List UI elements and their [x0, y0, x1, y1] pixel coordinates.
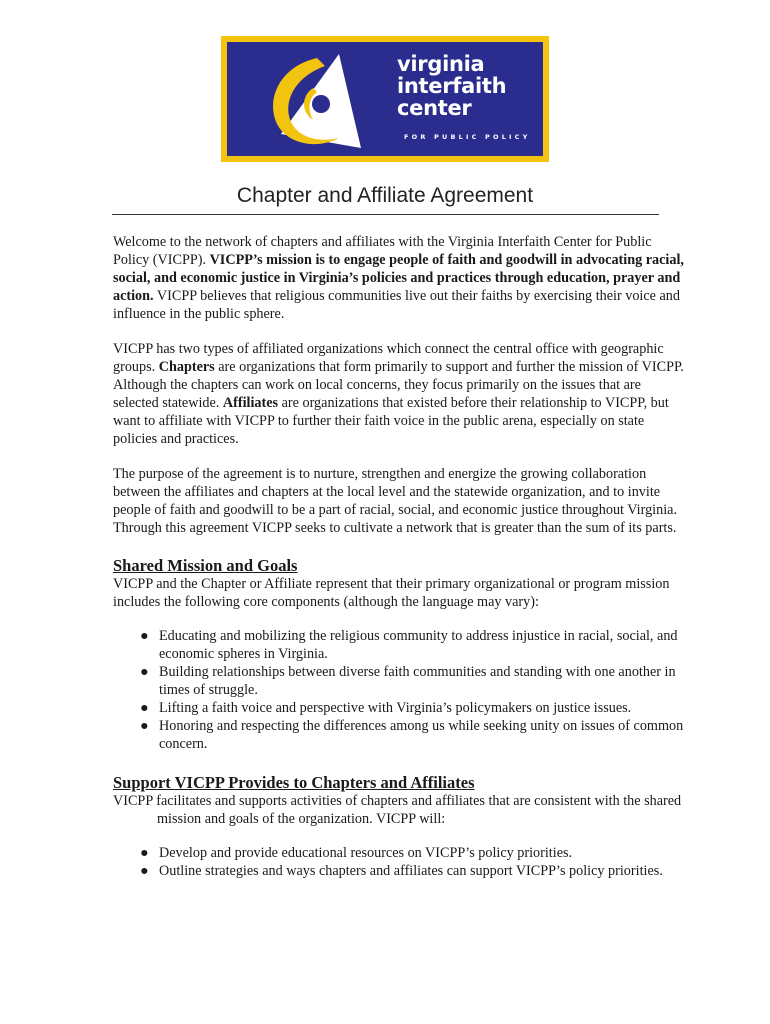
- vicpp-will-list: [113, 844, 688, 880]
- mission-statement: VICPP’s mission is to engage people of faith and goodwill in advocating racial, social, and economic justice in Virginia’s policies and practices through education, prayer and action.: [113, 252, 684, 304]
- list-item: [113, 844, 688, 862]
- bullet-icon: ●: [140, 863, 149, 879]
- logo-wordmark: [397, 54, 506, 120]
- list-item: [113, 663, 688, 699]
- intro-p2-text-mid: are organizations that form primarily to support and further the mission of VICPP. Although the chapters can work on local concerns, they focus primarily on the issues that are selected statewide.: [113, 359, 684, 411]
- bullet-icon: ●: [140, 664, 149, 680]
- chapters-term: Chapters: [158, 359, 215, 375]
- list-item-text: Educating and mobilizing the religious community to address injustice in racial, social, and economic spheres in Virginia.: [159, 628, 678, 662]
- intro-p2-text-start: VICPP has two types of affiliated organizations which connect the central office with geographic groups.: [113, 341, 664, 375]
- list-item-text: Honoring and respecting the differences among us while seeking unity on issues of common concern.: [159, 718, 684, 752]
- logo-line-1: virginia: [397, 52, 485, 76]
- list-item: [113, 699, 688, 717]
- intro-p2-text-end: are organizations that existed before their relationship to VICPP, but want to affiliate with VICPP to further their faith voice in the public arena, especially on state policies and practices.: [113, 395, 669, 447]
- section-1-text: VICPP and the Chapter or Affiliate represent that their primary organizational or program mission includes the following core components (although the language may vary):: [113, 576, 670, 610]
- section-heading-shared-mission: Shared Mission and Goals: [113, 556, 298, 575]
- list-item: [113, 862, 688, 880]
- bullet-icon: ●: [140, 718, 149, 734]
- list-item: [113, 717, 688, 753]
- title-divider: [112, 214, 659, 215]
- section-heading-support: Support VICPP Provides to Chapters and Affiliates: [113, 773, 475, 792]
- logo-tagline: FOR PUBLIC POLICY: [404, 133, 531, 141]
- logo-line-2: interfaith: [397, 74, 507, 98]
- core-components-list: [113, 627, 688, 753]
- list-item-text: Building relationships between diverse faith communities and standing with one another in times of struggle.: [159, 664, 676, 698]
- list-item-text: Develop and provide educational resources on VICPP’s policy priorities.: [159, 845, 573, 861]
- intro-paragraph-3: The purpose of the agreement is to nurture, strengthen and energize the growing collaboration between the affiliates and chapters at the local level and the statewide organization, and to invite people of faith and goodwill to be a part of racial, social, and economic justice throughout Virginia. Through this agreement VICPP seeks to cultivate a network that is greater than the sum of its parts.: [113, 466, 677, 536]
- list-item: [113, 627, 688, 663]
- document-body: [113, 233, 688, 880]
- affiliates-term: Affiliates: [222, 395, 279, 411]
- logo-swirl-dot: [312, 95, 330, 113]
- list-item-text: Outline strategies and ways chapters and affiliates can support VICPP’s policy priorities.: [159, 863, 663, 879]
- intro-p1-text-end: VICPP believes that religious communities live out their faiths by exercising their voice and influence in the public sphere.: [113, 288, 680, 322]
- vicpp-logo: [221, 36, 549, 162]
- intro-paragraph-1: [113, 233, 688, 323]
- section-2-text: VICPP facilitates and supports activities of chapters and affiliates that are consistent with the shared mission and goals of the organization. VICPP will:: [113, 793, 682, 827]
- document-title: Chapter and Affiliate Agreement: [236, 184, 534, 207]
- bullet-icon: ●: [140, 845, 149, 861]
- bullet-icon: ●: [140, 700, 149, 716]
- intro-p1-text-start: Welcome to the network of chapters and affiliates with the Virginia Interfaith Center for Public Policy (VICPP).: [113, 234, 652, 268]
- logo-line-3: center: [397, 96, 472, 120]
- list-item-text: Lifting a faith voice and perspective with Virginia’s policymakers on justice issues.: [159, 700, 632, 716]
- intro-paragraph-2: [113, 340, 688, 448]
- bullet-icon: ●: [140, 628, 149, 644]
